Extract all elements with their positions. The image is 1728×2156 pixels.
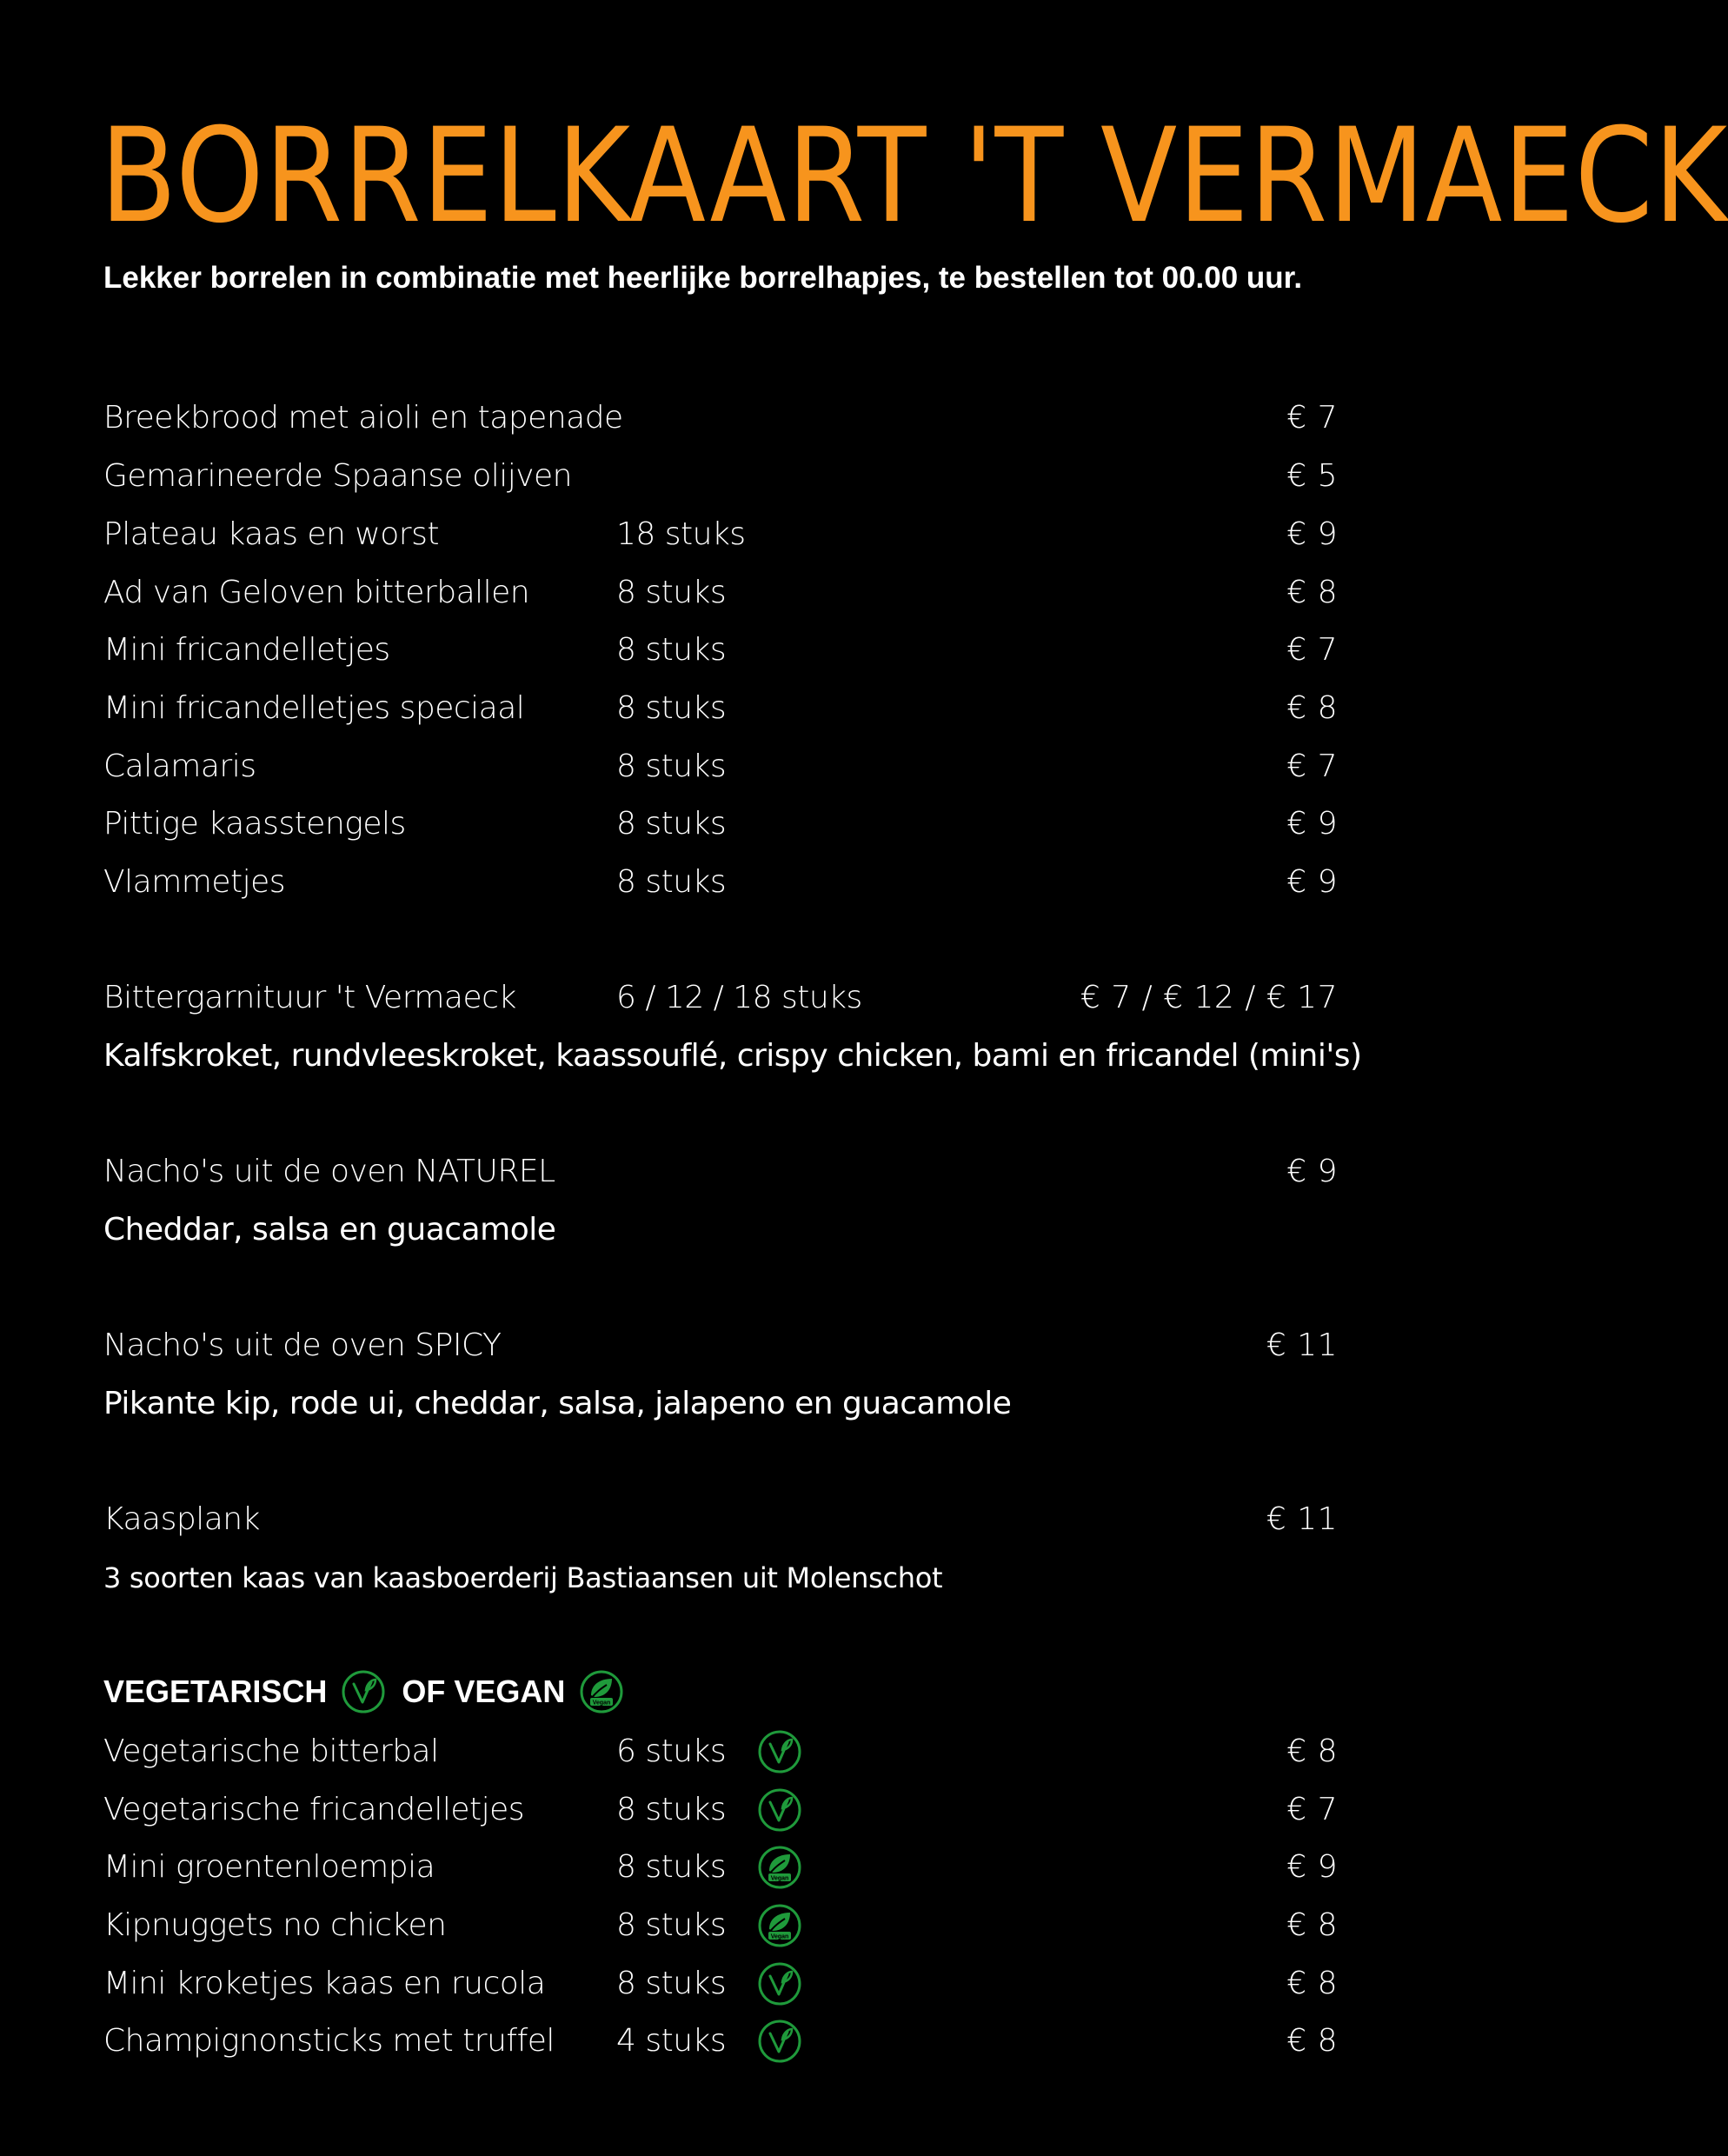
vegetarian-heading xyxy=(103,1667,640,1716)
menu-item xyxy=(103,858,1338,907)
page-subtitle: Lekker borrelen in combinatie met heerlijke borrelhapjes, te bestellen tot 00.00 uur. xyxy=(103,261,1303,295)
item-description: Kalfskroket, rundvleeskroket, kaassouflé, crispy chicken, bami en fricandel (mini's) xyxy=(103,1038,1362,1074)
menu-item xyxy=(103,626,1338,675)
vegetarian-item xyxy=(103,1786,1338,1834)
vegetarian-item xyxy=(103,1843,1338,1892)
page-title: BORRELKAART 'T VERMAECK xyxy=(100,101,1728,252)
item-name: Nacho's uit de oven SPICY xyxy=(103,1328,502,1363)
menu-item-nachos-naturel xyxy=(103,1148,1338,1196)
item-qty: 4 stuks xyxy=(616,2023,727,2059)
item-price: € 7 xyxy=(1286,1792,1338,1827)
item-qty: 8 stuks xyxy=(616,1907,727,1943)
vegetarian-heading-label: VEGETARISCH xyxy=(103,1674,328,1709)
vegan-icon xyxy=(757,1903,802,1948)
menu-item xyxy=(103,742,1338,791)
item-price: € 8 xyxy=(1286,2023,1338,2059)
vegetarian-icon xyxy=(341,1669,386,1714)
item-price: € 9 xyxy=(1286,864,1338,900)
svg-text:Vegan: Vegan xyxy=(770,1933,789,1940)
item-name: Plateau kaas en worst xyxy=(103,516,439,552)
item-name: Breekbrood met aioli en tapenade xyxy=(103,400,623,436)
menu-item xyxy=(103,452,1338,501)
item-qty: 8 stuks xyxy=(616,749,727,784)
item-price: € 5 xyxy=(1286,458,1338,494)
item-name: Nacho's uit de oven NATUREL xyxy=(103,1154,555,1189)
item-qty: 8 stuks xyxy=(616,806,727,842)
vegetarian-item xyxy=(103,2017,1338,2066)
menu-item-kaasplank xyxy=(103,1495,1338,1544)
menu-item xyxy=(103,800,1338,848)
item-name: Ad van Geloven bitterballen xyxy=(103,575,530,610)
svg-text:Vegan: Vegan xyxy=(593,1700,611,1707)
item-name: Calamaris xyxy=(103,749,256,784)
vegan-icon xyxy=(757,1845,802,1890)
item-price: € 9 xyxy=(1286,516,1338,552)
item-qty: 8 stuks xyxy=(616,575,727,610)
item-price: € 9 xyxy=(1286,806,1338,842)
item-name: Bittergarnituur 't Vermaeck xyxy=(103,980,516,1015)
item-name: Champignonsticks met truffel xyxy=(103,2023,555,2059)
item-price: € 8 xyxy=(1286,1907,1338,1943)
item-name: Kipnuggets no chicken xyxy=(103,1907,447,1943)
item-price: € 7 / € 12 / € 17 xyxy=(1080,980,1338,1015)
item-description: Pikante kip, rode ui, cheddar, salsa, jalapeno en guacamole xyxy=(103,1386,1012,1421)
item-qty: 8 stuks xyxy=(616,1849,727,1885)
item-name: Vegetarische bitterbal xyxy=(103,1733,439,1769)
item-price: € 9 xyxy=(1286,1154,1338,1189)
item-qty: 8 stuks xyxy=(616,1792,727,1827)
item-description: 3 soorten kaas van kaasboerderij Bastiaansen uit Molenschot xyxy=(103,1561,943,1594)
item-name: Vlammetjes xyxy=(103,864,285,900)
item-qty: 18 stuks xyxy=(616,516,746,552)
menu-item-nachos-spicy xyxy=(103,1321,1338,1370)
item-price: € 7 xyxy=(1286,632,1338,668)
item-name: Mini groentenloempia xyxy=(103,1849,435,1885)
item-qty: 8 stuks xyxy=(616,864,727,900)
vegetarian-item xyxy=(103,1727,1338,1776)
vegan-heading-label: OF VEGAN xyxy=(402,1674,566,1709)
item-price: € 11 xyxy=(1266,1501,1338,1537)
item-name: Mini fricandelletjes speciaal xyxy=(103,690,525,726)
item-qty: 6 / 12 / 18 stuks xyxy=(616,980,862,1015)
item-price: € 8 xyxy=(1286,575,1338,610)
item-name: Pittige kaasstengels xyxy=(103,806,406,842)
item-price: € 11 xyxy=(1266,1328,1338,1363)
vegan-icon xyxy=(579,1669,624,1714)
item-name: Kaasplank xyxy=(103,1501,260,1537)
item-qty: 8 stuks xyxy=(616,1966,727,2001)
svg-text:Vegan: Vegan xyxy=(770,1875,789,1882)
menu-item xyxy=(103,684,1338,733)
item-name: Mini kroketjes kaas en rucola xyxy=(103,1966,546,2001)
item-price: € 9 xyxy=(1286,1849,1338,1885)
vegetarian-item xyxy=(103,1901,1338,1950)
menu-item xyxy=(103,510,1338,559)
item-price: € 7 xyxy=(1286,400,1338,436)
item-name: Mini fricandelletjes xyxy=(103,632,390,668)
vegetarian-icon xyxy=(757,1961,802,2006)
menu-item-bittergarnituur xyxy=(103,974,1338,1022)
vegetarian-item xyxy=(103,1960,1338,2008)
vegetarian-icon xyxy=(757,1787,802,1833)
item-qty: 8 stuks xyxy=(616,632,727,668)
item-name: Vegetarische fricandelletjes xyxy=(103,1792,524,1827)
item-qty: 6 stuks xyxy=(616,1733,727,1769)
vegetarian-icon xyxy=(757,1729,802,1774)
item-description: Cheddar, salsa en guacamole xyxy=(103,1212,556,1248)
item-name: Gemarineerde Spaanse olijven xyxy=(103,458,572,494)
item-price: € 8 xyxy=(1286,1966,1338,2001)
vegetarian-icon xyxy=(757,2019,802,2064)
item-qty: 8 stuks xyxy=(616,690,727,726)
item-price: € 7 xyxy=(1286,749,1338,784)
menu-item xyxy=(103,394,1338,443)
item-price: € 8 xyxy=(1286,690,1338,726)
menu-item xyxy=(103,569,1338,617)
item-price: € 8 xyxy=(1286,1733,1338,1769)
